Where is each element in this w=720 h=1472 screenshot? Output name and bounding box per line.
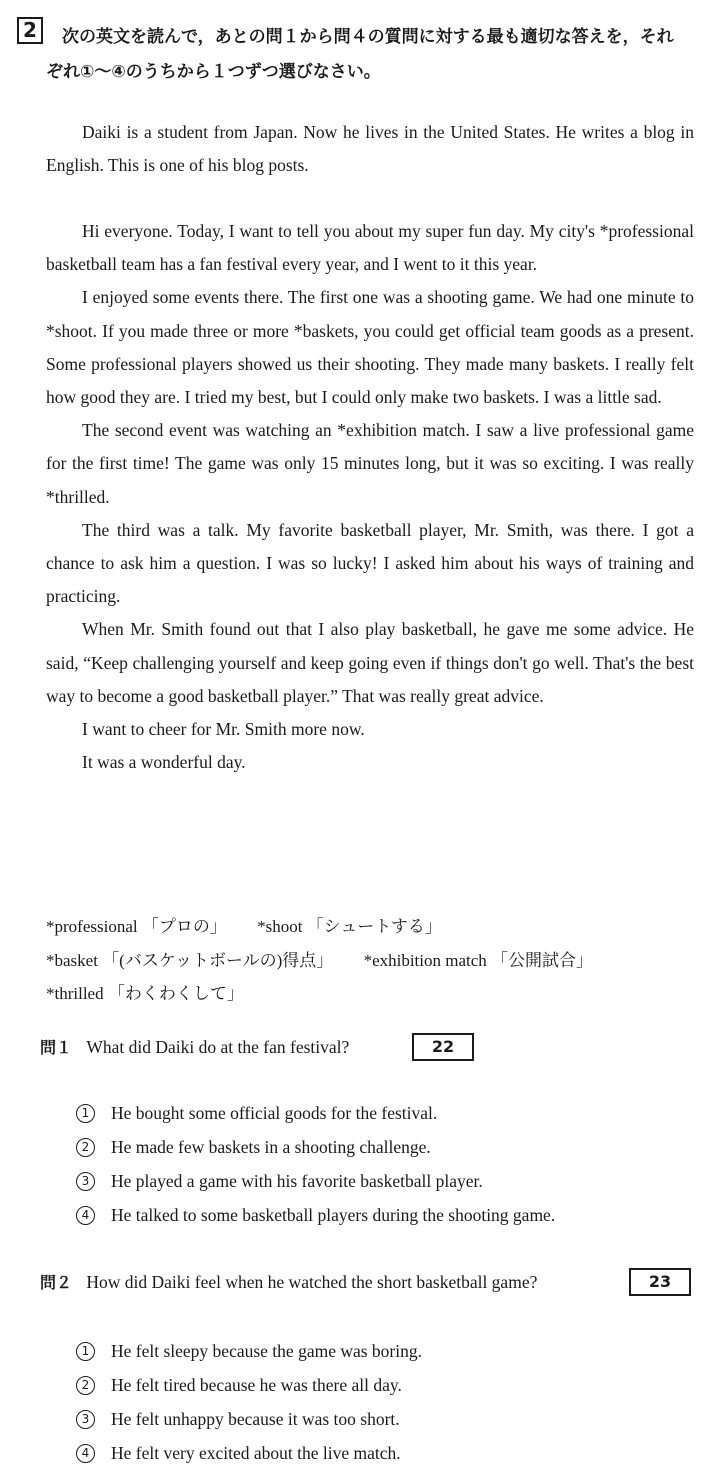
note-thrilled: *thrilled 「わくわくして」	[46, 984, 244, 1003]
option-number-icon: 1	[76, 1342, 95, 1361]
answer-box-23: 23	[629, 1268, 691, 1296]
q2-option-4[interactable]	[76, 1436, 422, 1470]
blog-paragraph-6: I want to cheer for Mr. Smith more now.	[82, 719, 365, 740]
question-2	[40, 1268, 537, 1297]
q1-option-3-text: He played a game with his favorite basketball player.	[111, 1171, 483, 1191]
option-number-icon: 2	[76, 1138, 95, 1157]
q2-option-3-text: He felt unhappy because it was too short.	[111, 1409, 400, 1429]
question-2-text: How did Daiki feel when he watched the short basketball game?	[86, 1272, 538, 1292]
note-shoot: *shoot 「シュートする」	[257, 917, 442, 936]
option-number-icon: 3	[76, 1410, 95, 1429]
q2-option-3[interactable]	[76, 1402, 422, 1436]
note-basket: *basket 「(バスケットボールの)得点」	[46, 950, 334, 970]
instruction-line-2: ぞれ①〜④のうちから１つずつ選びなさい。	[46, 62, 381, 82]
option-number-icon: 2	[76, 1376, 95, 1395]
notes-row-3	[46, 977, 706, 1011]
instructions	[46, 20, 702, 90]
q2-option-2[interactable]	[76, 1368, 422, 1402]
blog-paragraph-1: Hi everyone. Today, I want to tell you about my super fun day. My city's *professional basketball team has a fan festival every year, and I went to it this year.	[46, 221, 694, 275]
answer-box-22: 22	[412, 1033, 474, 1061]
note-professional: *professional 「プロの」	[46, 917, 227, 936]
blog-paragraph-3: The second event was watching an *exhibition match. I saw a live professional game for the first time! The game was only 15 minutes long, but it was so exciting. I was really *thrilled.	[46, 420, 694, 507]
q1-option-2[interactable]	[76, 1130, 555, 1164]
question-1-options	[76, 1096, 555, 1232]
q1-option-4-text: He talked to some basketball players during the shooting game.	[111, 1205, 556, 1225]
blog-paragraph-4: The third was a talk. My favorite basketball player, Mr. Smith, was there. I got a chance to ask him a question. I was so lucky! I asked him about his ways of training and practicing.	[46, 519, 694, 607]
notes-row-2	[46, 944, 706, 978]
question-2-options	[76, 1334, 422, 1470]
option-number-icon: 1	[76, 1104, 95, 1123]
blog-paragraph-5: When Mr. Smith found out that I also play basketball, he gave me some advice. He said, “Keep challenging yourself and keep going even if things don't go well. That's the best way to become a good basketball player.” That was really great advice.	[46, 619, 694, 706]
q1-option-1[interactable]	[76, 1096, 555, 1130]
q2-option-2-text: He felt tired because he was there all day.	[111, 1375, 402, 1395]
q2-option-1-text: He felt sleepy because the game was boring.	[111, 1341, 422, 1361]
question-1	[40, 1033, 349, 1062]
blog-paragraph-7: It was a wonderful day.	[82, 752, 246, 773]
question-2-label: 問２	[40, 1273, 73, 1292]
option-number-icon: 4	[76, 1444, 95, 1463]
q1-option-1-text: He bought some official goods for the festival.	[111, 1103, 438, 1123]
q1-option-4[interactable]	[76, 1198, 555, 1232]
vocabulary-notes	[46, 910, 706, 1011]
q1-option-2-text: He made few baskets in a shooting challenge.	[111, 1137, 431, 1157]
question-number-box: 2	[17, 17, 43, 44]
option-number-icon: 4	[76, 1206, 95, 1225]
instruction-line-1: 次の英文を読んで，あとの問１から問４の質問に対する最も適切な答えを，それ	[62, 27, 674, 47]
q2-option-1[interactable]	[76, 1334, 422, 1368]
q1-option-3[interactable]	[76, 1164, 555, 1198]
blog-paragraph-2: I enjoyed some events there. The first one was a shooting game. We had one minute to *shoot. If you made three or more *baskets, you could get official team goods as a present. Some professional players showed us their shooting. They made many baskets. I really felt how good they are. I tried my best, but I could only make two baskets. I was a little sad.	[46, 287, 694, 408]
question-1-text: What did Daiki do at the fan festival?	[86, 1037, 350, 1057]
option-number-icon: 3	[76, 1172, 95, 1191]
intro-paragraph	[46, 116, 694, 182]
blog-post	[46, 215, 694, 779]
note-exhibition: *exhibition match 「公開試合」	[363, 950, 594, 970]
intro-text: Daiki is a student from Japan. Now he lives in the United States. He writes a blog in English. This is one of his blog posts.	[46, 122, 694, 176]
question-1-label: 問１	[40, 1038, 73, 1057]
q2-option-4-text: He felt very excited about the live match.	[111, 1443, 401, 1463]
notes-row-1	[46, 910, 706, 944]
